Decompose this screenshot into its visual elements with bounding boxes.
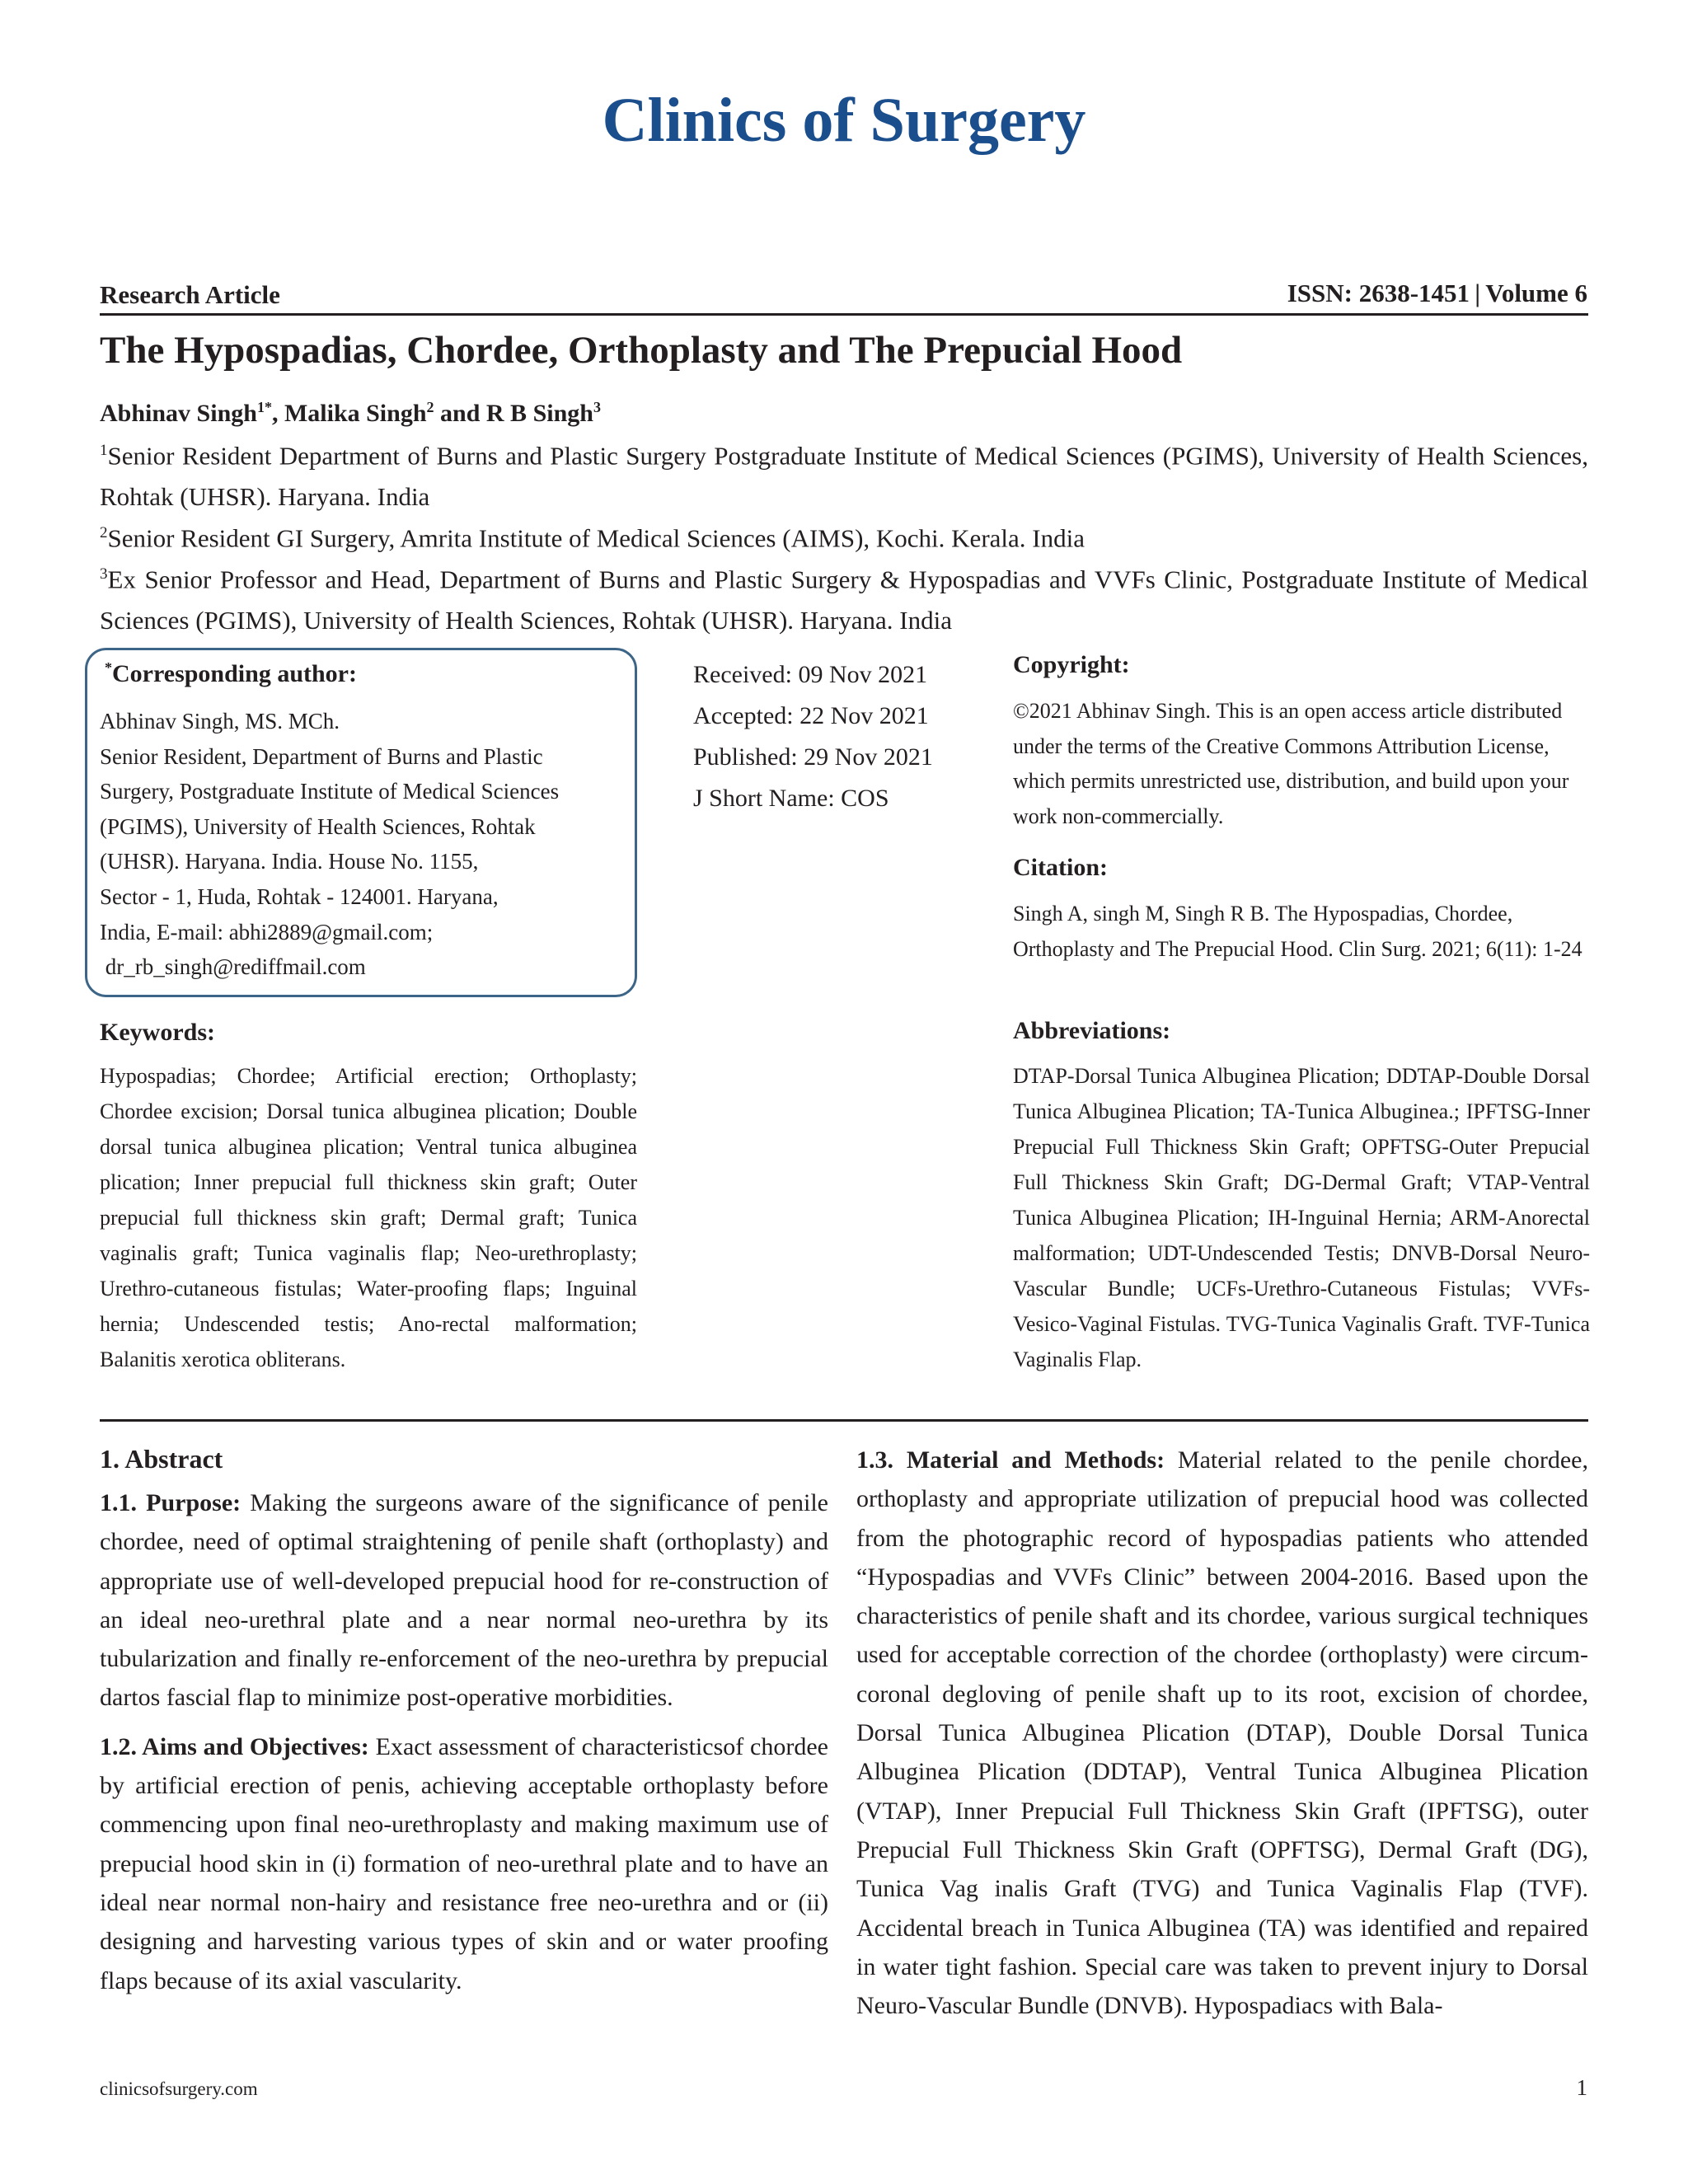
article-dates <box>693 654 933 819</box>
journal-short-name: J Short Name: COS <box>693 785 889 812</box>
affiliation-1 <box>100 430 1588 518</box>
corresponding-author-label: Corresponding author: <box>112 660 357 687</box>
corresponding-line: Senior Resident, Department of Burns and Plastic <box>100 743 543 769</box>
corresponding-line: Sector - 1, Huda, Rohtak - 124001. Haryana, <box>100 883 499 909</box>
author-affiliation-mark: 2 <box>426 399 434 415</box>
author-name: Malika Singh <box>284 400 427 427</box>
corresponding-line: India, E-mail: abhi2889@gmail.com; <box>100 919 434 944</box>
corresponding-line: Surgery, Postgraduate Institute of Medical Sciences <box>100 779 560 804</box>
affiliation-number: 3 <box>100 565 108 583</box>
aims-paragraph <box>100 1727 828 2000</box>
copyright-text: ©2021 Abhinav Singh. This is an open access article distributed under the terms of the Creative Commons Attribution License, which permits unrestricted use, distribution, and build upon your work non-commercially. <box>1013 699 1569 828</box>
keywords-heading: Keywords: <box>100 1019 215 1046</box>
paper-title: The Hypospadias, Chordee, Orthoplasty and The Prepucial Hood <box>100 329 1183 372</box>
affiliation-text: Ex Senior Professor and Head, Department of Burns and Plastic Surgery & Hypospadias and VVFs Clinic, Postgraduate Institute of Medical Sciences (PGIMS), University of Health Sciences, Rohtak (UHSR). Haryana. India <box>100 565 1588 635</box>
issn-volume: ISSN: 2638-1451 | Volume 6 <box>1287 279 1587 307</box>
keywords-text: Hypospadias; Chordee; Artificial erection; Orthoplasty; Chordee excision; Dorsal tunica albuginea plication; Double dorsal tunica albuginea plication; Ventral tunica albuginea plication; Inner prepucial full thickness skin graft; Outer prepucial full thickness skin graft; Dermal graft; Tunica vaginalis graft; Tunica vaginalis flap; Neo-urethroplasty; Urethro-cutaneous fistulas; Water-proofing flaps; Inguinal hernia; Undescended testis; Ano-rectal malformation; Balanitis xerotica obliterans. <box>100 1064 637 1371</box>
copyright-heading: Copyright: <box>1013 651 1130 678</box>
affiliation-text: Senior Resident Department of Burns and Plastic Surgery Postgraduate Institute of Medical Sciences (PGIMS), University of Health Sciences, Rohtak (UHSR). Haryana. India <box>100 441 1588 512</box>
author-separator: , <box>271 400 284 427</box>
affiliation-text: Senior Resident GI Surgery, Amrita Institute of Medical Sciences (AIMS), Kochi. Kerala. India <box>107 523 1085 553</box>
methods-paragraph <box>856 1441 1588 2025</box>
abbreviations-heading: Abbreviations: <box>1013 1017 1171 1044</box>
abstract-column-right <box>856 1441 1588 2035</box>
aims-label: 1.2. Aims and Objectives: <box>100 1732 369 1760</box>
methods-text: Material related to the penile chordee, orthoplasty and appropriate utilization of prepucial hood was collected from the photographic record of hypospadias patients who attended “Hypospadias and VVFs Clinic” between 2004-2016. Based upon the characteristics of penile shaft and its chordee, various surgical techniques used for acceptable correction of the chordee (orthoplasty) were circum-coronal degloving of penile shaft up to its root, excision of chordee, Dorsal Tunica Albuginea Plication (DTAP), Double Dorsal Tunica Albuginea Plication (DDTAP), Ventral Tunica Albuginea Plication (VTAP), Inner Prepucial Full Thickness Skin Graft (IPFTSG), outer Prepucial Full Thickness Skin Graft (OPFTSG), Dermal Graft (DG), Tunica Vag inalis Graft (TVG) and Tunica Vaginalis Flap (TVF). Accidental breach in Tunica Albuginea (TA) was identified and repaired in water tight fashion. Special care was taken to prevent injury to Dorsal Neuro-Vascular Bundle (DNVB). Hypospadiacs with Bala- <box>856 1446 1588 2020</box>
corresponding-author-details <box>100 704 635 985</box>
citation-text: Singh A, singh M, Singh R B. The Hypospadias, Chordee, Orthoplasty and The Prepucial Hood. Clin Surg. 2021; 6(11): 1-24 <box>1013 902 1582 961</box>
page-number: 1 <box>1576 2075 1587 2100</box>
corresponding-line: (PGIMS), University of Health Sciences, Rohtak <box>100 813 536 839</box>
purpose-paragraph <box>100 1483 828 1718</box>
abbreviations-text: DTAP-Dorsal Tunica Albuginea Plication; DDTAP-Double Dorsal Tunica Albuginea Plication; TA-Tunica Albuginea.; IPFTSG-Inner Prepucial Full Thickness Skin Graft; OPFTSG-Outer Prepucial Full Thickness Skin Graft; DG-Dermal Graft; VTAP-Ventral Tunica Albuginea Plication; IH-Inguinal Hernia; ARM-Anorectal malformation; UDT-Undescended Testis; DNVB-Dorsal Neuro-Vascular Bundle; UCFs-Urethro-Cutaneous Fistulas; VVFs-Vesico-Vaginal Fistulas. TVG-Tunica Vaginalis Graft. TVF-Tunica Vaginalis Flap. <box>1013 1064 1590 1371</box>
affiliation-2 <box>100 513 1588 559</box>
corresponding-line: Abhinav Singh, MS. MCh. <box>100 709 340 733</box>
corresponding-star: * <box>105 659 112 676</box>
corresponding-line: (UHSR). Haryana. India. House No. 1155, <box>100 849 479 874</box>
published-date: Published: 29 Nov 2021 <box>693 743 933 771</box>
author-name: R B Singh <box>485 400 593 427</box>
author-separator: and <box>434 400 486 427</box>
purpose-text: Making the surgeons aware of the significance of penile chordee, need of optimal straightening of penile shaft (orthoplasty) and appropriate use of well-developed prepucial hood for re-construction of an ideal neo-urethral plate and a near normal neo-urethra by its tubularization and finally re-enforcement of the neo-urethra by prepucial dartos fascial flap to minimize post-operative morbidities. <box>100 1489 828 1712</box>
received-date: Received: 09 Nov 2021 <box>693 661 928 688</box>
abstract-heading: 1. Abstract <box>100 1444 223 1474</box>
affiliation-number: 2 <box>100 524 108 541</box>
author-list <box>100 399 601 428</box>
aims-text: Exact assessment of characteristicsof chordee by artificial erection of penis, achieving acceptable orthoplasty before commencing upon final neo-urethroplasty and making maximum use of prepucial hood skin in (i) formation of neo-urethral plate and to have an ideal near normal non-hairy and resistance free neo-urethra and or (ii) designing and harvesting various types of skin and or water proofing flaps because of its axial vascularity. <box>100 1732 828 1994</box>
abstract-column-left <box>100 1483 828 2010</box>
journal-title: Clinics of Surgery <box>602 86 1086 155</box>
corresponding-line: dr_rb_singh@rediffmail.com <box>100 954 366 980</box>
affiliation-number: 1 <box>100 442 108 459</box>
methods-label: 1.3. Material and Methods: <box>856 1446 1165 1474</box>
author-affiliation-mark: 1* <box>256 399 272 415</box>
affiliation-3 <box>100 554 1588 641</box>
article-type: Research Article <box>100 280 280 309</box>
citation-heading: Citation: <box>1013 854 1108 881</box>
footer-url: clinicsofsurgery.com <box>100 2079 258 2099</box>
section-rule <box>100 1419 1588 1422</box>
corresponding-author-title <box>105 659 357 688</box>
header-rule <box>100 313 1588 316</box>
accepted-date: Accepted: 22 Nov 2021 <box>693 702 929 729</box>
purpose-label: 1.1. Purpose: <box>100 1489 241 1516</box>
author-affiliation-mark: 3 <box>593 399 601 415</box>
author-name: Abhinav Singh <box>100 400 257 427</box>
